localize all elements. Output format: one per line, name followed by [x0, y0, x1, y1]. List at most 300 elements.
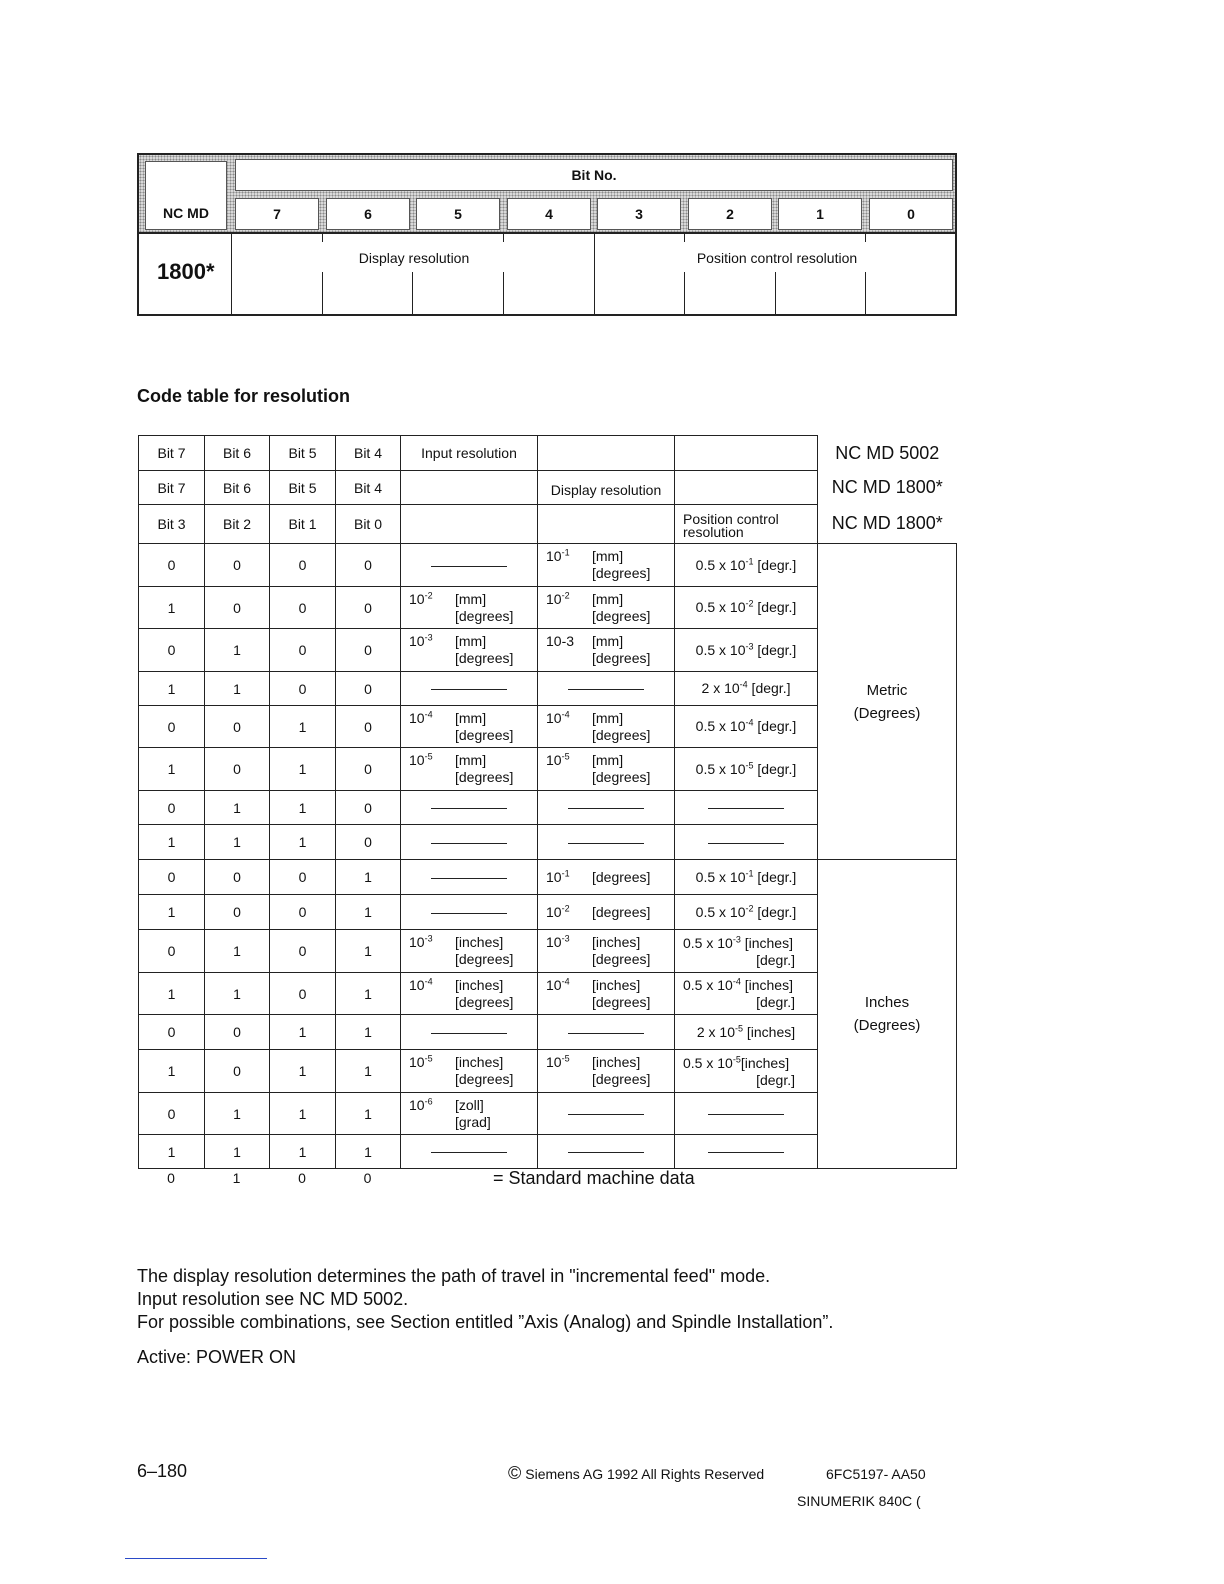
bit-value-cell: 0 — [139, 629, 205, 672]
unit-label: [mm] — [592, 633, 624, 649]
bit-value-cell: 1 — [139, 587, 205, 629]
position-unit: [degr.] — [753, 556, 797, 573]
nc-md-reference: NC MD 1800* — [831, 513, 943, 534]
divider — [684, 272, 685, 316]
bit-value-cell: 1 — [205, 1135, 270, 1169]
unit-label: [degrees] — [592, 993, 651, 1010]
position-unit-line2: [degr.] — [756, 994, 795, 1010]
position-unit: [degr.] — [753, 718, 797, 734]
unit-label: [degrees] — [592, 769, 651, 785]
unit-label: [inches] — [455, 976, 504, 993]
position-control-value — [675, 1093, 818, 1135]
input-resolution-value — [401, 748, 538, 791]
display-resolution-header — [538, 505, 675, 544]
display-resolution-value — [538, 544, 675, 587]
resolution-value: $10^{-1}$ — [546, 867, 570, 885]
code-row — [139, 544, 957, 587]
bit-value-cell: 1 — [270, 706, 336, 748]
bit-header-cell: Bit 4 — [336, 436, 401, 471]
divider — [231, 234, 232, 316]
exponent: -4 — [424, 975, 433, 986]
display-resolution-value — [538, 973, 675, 1015]
position-control-value — [675, 748, 818, 791]
bit-value-cell: 0 — [336, 825, 401, 860]
input-resolution-value — [401, 860, 538, 895]
no-value-dash — [431, 843, 507, 844]
unit-region-label — [818, 544, 957, 860]
position-prefix: 2 x 10 — [701, 680, 740, 696]
resolution-value: $10^{-3}$ — [409, 632, 433, 649]
exponent: -2 — [424, 589, 433, 600]
exponent: -1 — [745, 867, 754, 878]
exponent: -5 — [561, 751, 570, 762]
region-line: (Degrees) — [853, 1017, 921, 1034]
position-unit-line2: [degr.] — [756, 951, 795, 968]
resolution-value: $10^{-4}$ — [409, 975, 433, 993]
bit-value-cell: 0 — [336, 672, 401, 706]
bit-value-cell: 1 — [139, 825, 205, 860]
unit-label: [degrees] — [455, 607, 514, 624]
input-resolution-value — [401, 930, 538, 973]
display-resolution-value — [538, 672, 675, 706]
bit-header-cell: Bit 2 — [205, 505, 270, 544]
bit-value-cell: 1 — [270, 825, 336, 860]
no-value-dash — [431, 566, 507, 567]
body-line: For possible combinations, see Section entitled ”Axis (Analog) and Spindle Installation”. — [137, 1312, 834, 1332]
input-resolution-value — [401, 1050, 538, 1093]
input-resolution-header — [401, 505, 538, 544]
bit-value-cell: 0 — [270, 930, 336, 973]
divider — [503, 272, 504, 316]
nc-md-reference: NC MD 5002 — [835, 442, 940, 463]
bit-value-cell: 0 — [270, 672, 336, 706]
no-value-dash — [708, 843, 784, 844]
divider — [503, 234, 504, 242]
position-control-value — [675, 587, 818, 629]
unit-label: [degrees] — [592, 903, 651, 920]
bit-value-cell: 0 — [336, 629, 401, 672]
unit-label: [degrees] — [455, 1071, 514, 1087]
exponent: -3 — [561, 933, 570, 944]
position-prefix: 2 x 10 — [696, 1023, 735, 1040]
position-control-value — [675, 672, 818, 706]
bit-header-cell: Bit 5 — [270, 471, 336, 505]
resolution-value: $10^{-4}$ — [546, 975, 570, 993]
unit-label: [inches] — [592, 1054, 641, 1070]
nc-md-label: NC MD — [145, 161, 227, 230]
position-control-value — [675, 973, 818, 1015]
no-value-dash — [568, 1033, 644, 1034]
bit-2: 2 — [688, 198, 772, 230]
bit-value-cell: 1 — [270, 1135, 336, 1169]
no-value-dash — [568, 1114, 644, 1115]
no-value-dash — [568, 808, 644, 809]
position-control-value — [675, 930, 818, 973]
unit-label: [degrees] — [455, 769, 514, 785]
bit-value-cell: 0 — [336, 791, 401, 825]
bit-value-cell: 1 — [139, 672, 205, 706]
exponent: -4 — [424, 708, 433, 719]
bit-value-cell: 1 — [270, 1050, 336, 1093]
exponent: -4 — [739, 679, 748, 690]
position-control-value — [675, 629, 818, 672]
unit-label: [mm] — [455, 709, 487, 726]
bit-value-cell: 1 — [336, 930, 401, 973]
resolution-value: 10-3 — [546, 633, 575, 649]
position-unit: [degr.] — [753, 868, 797, 885]
bit-value-cell: 0 — [205, 706, 270, 748]
unit-label: [degrees] — [592, 565, 651, 581]
unit-label: [grad] — [455, 1113, 491, 1130]
exponent: -4 — [732, 976, 741, 987]
position-resolution-header — [675, 436, 818, 471]
position-prefix: 0.5 x 10 — [683, 1054, 733, 1071]
unit-label: [mm] — [592, 752, 624, 768]
bit-header-cell: Bit 7 — [139, 471, 205, 505]
bit-value-cell: 0 — [270, 629, 336, 672]
exponent: -3 — [732, 933, 741, 944]
footer-link-underline — [125, 1558, 267, 1559]
bit-value-cell: 0 — [205, 895, 270, 930]
position-unit: [degr.] — [753, 599, 797, 615]
exponent: -5 — [732, 1053, 741, 1064]
bit-value-cell: 1 — [336, 973, 401, 1015]
display-resolution-header: Display resolution — [538, 471, 675, 505]
bit-no-label: Bit No. — [235, 159, 953, 191]
input-resolution-value — [401, 895, 538, 930]
bit-value-cell: 0 — [270, 544, 336, 587]
bit-header-cell: Bit 0 — [336, 505, 401, 544]
resolution-value: $10^{-3}$ — [409, 933, 433, 950]
bit-value-cell: 0 — [139, 930, 205, 973]
exponent: -3 — [745, 640, 754, 651]
exponent: -2 — [745, 902, 754, 913]
unit-label: [degrees] — [455, 993, 514, 1010]
md-number: 1800* — [157, 259, 215, 284]
bit-layout-table — [137, 153, 957, 316]
bit-value-cell: 1 — [336, 1050, 401, 1093]
exponent: -6 — [424, 1095, 433, 1106]
bit-value-cell: 0 — [139, 860, 205, 895]
bit-header-cell: Bit 4 — [336, 471, 401, 505]
display-resolution-value — [538, 860, 675, 895]
resolution-value: $10^{-5}$ — [546, 751, 570, 768]
unit-label: [degrees] — [592, 650, 651, 666]
exponent: -1 — [561, 547, 570, 558]
divider — [594, 234, 595, 316]
exponent: -5 — [424, 1053, 433, 1064]
bit-value-cell: 0 — [205, 860, 270, 895]
copyright — [508, 1463, 764, 1484]
exponent: -2 — [561, 589, 570, 600]
display-resolution-value — [538, 895, 675, 930]
display-resolution-group: Display resolution — [358, 250, 470, 266]
unit-label: [mm] — [592, 548, 624, 564]
display-resolution-value — [538, 587, 675, 629]
position-control-value — [675, 1015, 818, 1050]
exponent: -5 — [745, 759, 754, 770]
active-line: Active: POWER ON — [137, 1347, 297, 1367]
body-line: Input resolution see NC MD 5002. — [137, 1289, 409, 1309]
bit-value-cell: 0 — [336, 748, 401, 791]
resolution-value: $10^{-6}$ — [409, 1095, 433, 1113]
region-line: Metric — [866, 681, 908, 699]
position-prefix: 0.5 x 10 — [695, 760, 746, 777]
position-unit: [degr.] — [747, 680, 791, 696]
display-resolution-value — [538, 748, 675, 791]
page-number: 6–180 — [137, 1461, 188, 1481]
no-value-dash — [431, 808, 507, 809]
bit-header-cell: Bit 5 — [270, 436, 336, 471]
bit-header-cell: Bit 6 — [205, 471, 270, 505]
position-prefix: 0.5 x 10 — [695, 868, 746, 885]
display-resolution-value — [538, 930, 675, 973]
divider — [412, 272, 413, 316]
input-resolution-value — [401, 706, 538, 748]
bit-value-cell: 1 — [139, 748, 205, 791]
unit-label: [degrees] — [455, 726, 514, 743]
position-unit: [inches] — [743, 1023, 796, 1040]
bit-5: 5 — [416, 198, 500, 230]
bit-value-cell: 0 — [336, 587, 401, 629]
unit-label: [mm] — [592, 709, 624, 726]
bit-value-cell: 1 — [205, 672, 270, 706]
unit-label: [inches] — [592, 934, 641, 950]
resolution-value: $10^{-2}$ — [409, 589, 433, 607]
exponent: -4 — [561, 708, 570, 719]
bit-value-cell: 0 — [139, 1093, 205, 1135]
standard-bit: 0 — [298, 1170, 306, 1186]
bit-value-cell: 1 — [205, 791, 270, 825]
bit-header-cell: Bit 3 — [139, 505, 205, 544]
bit-header-cell: Bit 6 — [205, 436, 270, 471]
input-resolution-value — [401, 825, 538, 860]
position-unit-line2: [degr.] — [756, 1071, 795, 1088]
position-prefix: 0.5 x 10 — [695, 718, 746, 734]
bit-value-cell: 0 — [205, 1015, 270, 1050]
region-line: Inches — [864, 994, 910, 1011]
divider — [865, 234, 866, 242]
standard-bits — [138, 1170, 402, 1186]
code-header-row — [139, 505, 957, 544]
exponent: -3 — [424, 933, 433, 944]
bit-value-cell: 1 — [205, 973, 270, 1015]
unit-label: [degrees] — [592, 951, 651, 967]
bit-7: 7 — [235, 198, 319, 230]
input-resolution-value — [401, 1135, 538, 1169]
resolution-value: $10^{-4}$ — [546, 708, 570, 726]
input-resolution-header — [401, 471, 538, 505]
unit-label: [degrees] — [592, 868, 651, 885]
code-table-title: Code table for resolution — [137, 386, 351, 406]
no-value-dash — [708, 1152, 784, 1153]
unit-label: [degrees] — [592, 607, 651, 624]
position-unit: [inches] — [740, 977, 793, 993]
position-control-value — [675, 1050, 818, 1093]
bit-3: 3 — [597, 198, 681, 230]
unit-region-label — [818, 860, 957, 1169]
bit-value-cell: 0 — [270, 587, 336, 629]
standard-bit: 0 — [167, 1170, 175, 1186]
bit-value-cell: 1 — [336, 895, 401, 930]
bit-value-cell: 1 — [205, 930, 270, 973]
resolution-value: $10^{-5}$ — [546, 1053, 570, 1070]
input-resolution-value — [401, 587, 538, 629]
display-resolution-value — [538, 629, 675, 672]
input-resolution-value — [401, 629, 538, 672]
input-resolution-value — [401, 973, 538, 1015]
display-resolution-value — [538, 1093, 675, 1135]
bit-value-cell: 0 — [205, 1050, 270, 1093]
bit-value-cell: 0 — [139, 544, 205, 587]
position-resolution-header: Position control resolution — [675, 505, 818, 544]
bit-value-cell: 1 — [205, 1093, 270, 1135]
region-line: (Degrees) — [853, 704, 921, 722]
exponent: -5 — [561, 1053, 570, 1064]
position-unit: [degr.] — [753, 760, 797, 777]
bit-value-cell: 1 — [205, 629, 270, 672]
product-name: SINUMERIK 840C ( — [797, 1493, 921, 1509]
unit-label: [degrees] — [592, 1071, 651, 1087]
no-value-dash — [431, 1033, 507, 1034]
unit-label: [inches] — [592, 976, 641, 993]
standard-bit: 0 — [363, 1170, 372, 1186]
unit-label: [degrees] — [455, 951, 514, 967]
bit-value-cell: 0 — [139, 1015, 205, 1050]
bit-value-cell: 1 — [270, 1093, 336, 1135]
unit-label: [inches] — [455, 1054, 504, 1070]
input-resolution-value — [401, 791, 538, 825]
display-resolution-value — [538, 1015, 675, 1050]
position-prefix: 0.5 x 10 — [683, 977, 733, 993]
position-control-value — [675, 895, 818, 930]
bit-4: 4 — [507, 198, 591, 230]
bit-0: 0 — [869, 198, 953, 230]
position-control-value — [675, 825, 818, 860]
no-value-dash — [708, 1114, 784, 1115]
no-value-dash — [431, 913, 507, 914]
no-value-dash — [431, 878, 507, 879]
input-resolution-value — [401, 672, 538, 706]
standard-bit: 1 — [232, 1170, 241, 1186]
bit-value-cell: 1 — [139, 895, 205, 930]
exponent: -1 — [745, 555, 754, 566]
exponent: -4 — [561, 975, 570, 986]
input-resolution-value — [401, 1093, 538, 1135]
bit-value-cell: 0 — [270, 973, 336, 1015]
resolution-value: $10^{-4}$ — [409, 708, 433, 726]
bit-value-cell: 1 — [336, 1093, 401, 1135]
no-value-dash — [431, 689, 507, 690]
position-control-value — [675, 860, 818, 895]
position-control-value — [675, 1135, 818, 1169]
position-control-value — [675, 791, 818, 825]
resolution-value: $10^{-5}$ — [409, 1053, 433, 1070]
resolution-value: $10^{-5}$ — [409, 751, 433, 768]
display-resolution-value — [538, 1050, 675, 1093]
input-resolution-value — [401, 1015, 538, 1050]
resolution-value: $10^{-2}$ — [546, 902, 570, 920]
exponent: -3 — [424, 632, 433, 643]
bit-value-cell: 0 — [205, 748, 270, 791]
bit-value-cell: 0 — [336, 706, 401, 748]
display-resolution-header — [538, 436, 675, 471]
exponent: -1 — [561, 867, 570, 878]
divider — [684, 234, 685, 242]
nc-md-reference: NC MD 1800* — [831, 477, 943, 497]
bit-value-cell: 1 — [139, 1135, 205, 1169]
code-header-row — [139, 471, 957, 505]
exponent: -5 — [734, 1022, 743, 1033]
display-resolution-value — [538, 1135, 675, 1169]
unit-label: [mm] — [455, 633, 487, 649]
exponent: -2 — [561, 902, 570, 913]
code-row — [139, 860, 957, 895]
no-value-dash — [568, 843, 644, 844]
unit-label: [degrees] — [455, 650, 514, 666]
bit-header-cell: Bit 7 — [139, 436, 205, 471]
position-unit: [degr.] — [753, 903, 797, 920]
bit-value-cell: 1 — [336, 1135, 401, 1169]
display-resolution-value — [538, 791, 675, 825]
unit-label: [degrees] — [592, 726, 651, 743]
bit-6: 6 — [326, 198, 410, 230]
position-resolution-header — [675, 471, 818, 505]
bit-value-cell: 1 — [336, 860, 401, 895]
position-unit: [degr.] — [753, 641, 797, 658]
exponent: -2 — [745, 598, 754, 609]
input-resolution-header: Input resolution — [401, 436, 538, 471]
no-value-dash — [568, 1152, 644, 1153]
bit-value-cell: 1 — [139, 973, 205, 1015]
unit-label: [mm] — [592, 590, 624, 607]
bit-value-cell: 0 — [139, 706, 205, 748]
divider — [775, 272, 776, 316]
input-resolution-value — [401, 544, 538, 587]
display-resolution-value — [538, 825, 675, 860]
bit-value-cell: 1 — [205, 825, 270, 860]
unit-label: [inches] — [455, 934, 504, 950]
bit-value-cell: 0 — [270, 860, 336, 895]
standard-machine-data-note: = Standard machine data — [493, 1168, 695, 1188]
body-line: The display resolution determines the path of travel in "incremental feed" mode. — [137, 1266, 771, 1286]
order-number: 6FC5197- AA50 — [826, 1466, 926, 1482]
position-control-resolution-group: Position control resolution — [696, 250, 858, 266]
bit-value-cell: 1 — [270, 748, 336, 791]
unit-label: [mm] — [455, 752, 487, 768]
bit-value-cell: 1 — [270, 1015, 336, 1050]
position-unit: [inches] — [740, 1054, 790, 1071]
divider — [322, 234, 323, 242]
bit-1: 1 — [778, 198, 862, 230]
resolution-value: $10^{-1}$ — [546, 547, 570, 564]
bit-value-cell: 0 — [205, 587, 270, 629]
position-prefix: 0.5 x 10 — [683, 934, 733, 951]
code-header-row — [139, 436, 957, 471]
position-prefix: 0.5 x 10 — [695, 556, 746, 573]
resolution-value: $10^{-2}$ — [546, 589, 570, 607]
bit-value-cell: 0 — [139, 791, 205, 825]
bit-value-cell: 0 — [270, 895, 336, 930]
position-prefix: 0.5 x 10 — [695, 599, 746, 615]
bit-value-cell: 1 — [336, 1015, 401, 1050]
no-value-dash — [431, 1152, 507, 1153]
unit-label: [mm] — [455, 590, 487, 607]
no-value-dash — [568, 689, 644, 690]
position-unit: [inches] — [740, 934, 793, 951]
position-prefix: 0.5 x 10 — [695, 903, 746, 920]
divider — [865, 272, 866, 316]
